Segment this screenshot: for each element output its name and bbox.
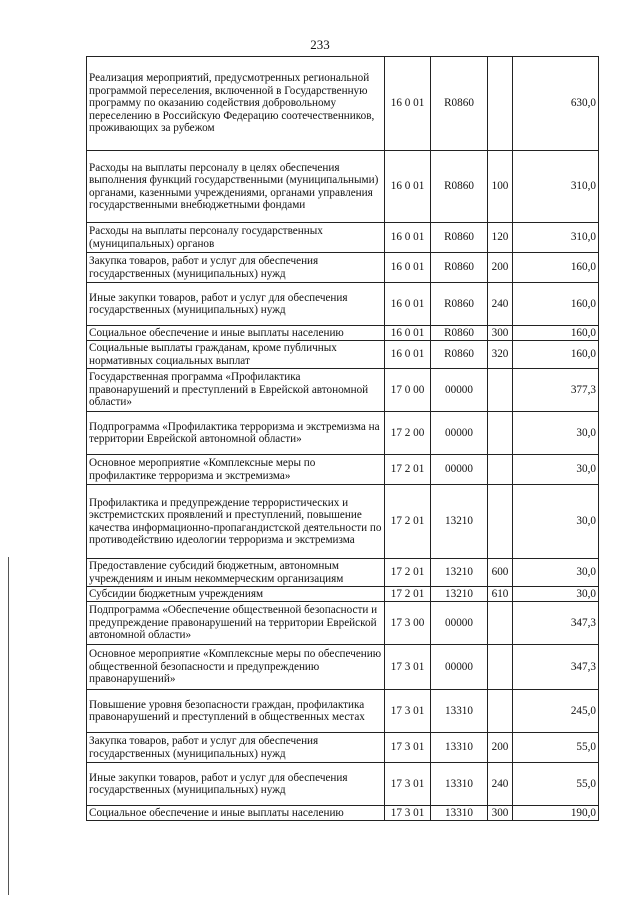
row-name: Социальные выплаты гражданам, кроме публичных нормативных социальных выплат bbox=[87, 341, 385, 369]
table-row bbox=[87, 326, 599, 341]
row-target-code: 13310 bbox=[431, 806, 488, 821]
row-amount: 55,0 bbox=[513, 733, 599, 763]
row-name: Закупка товаров, работ и услуг для обеспечения государственных (муниципальных) нужд bbox=[87, 733, 385, 763]
row-name: Подпрограмма «Обеспечение общественной безопасности и предупреждение правонарушений на территории Еврейской автономной области» bbox=[87, 602, 385, 645]
row-amount: 30,0 bbox=[513, 587, 599, 602]
row-expense-type: 300 bbox=[488, 806, 513, 821]
row-target-code: 13310 bbox=[431, 733, 488, 763]
row-expense-type bbox=[488, 645, 513, 690]
budget-table bbox=[86, 56, 599, 821]
row-target-code: 13310 bbox=[431, 763, 488, 806]
table-row bbox=[87, 253, 599, 283]
table-row bbox=[87, 690, 599, 733]
table-row bbox=[87, 559, 599, 587]
row-amount: 245,0 bbox=[513, 690, 599, 733]
row-name: Основное мероприятие «Комплексные меры по обеспечению общественной безопасности и предупреждению правонарушений» bbox=[87, 645, 385, 690]
row-expense-type bbox=[488, 690, 513, 733]
row-amount: 55,0 bbox=[513, 763, 599, 806]
table-row bbox=[87, 806, 599, 821]
row-name: Повышение уровня безопасности граждан, профилактика правонарушений и преступлений в общественных местах bbox=[87, 690, 385, 733]
row-amount: 30,0 bbox=[513, 412, 599, 455]
table-row bbox=[87, 587, 599, 602]
table-row bbox=[87, 223, 599, 253]
row-target-code: R0860 bbox=[431, 326, 488, 341]
page-number: 233 bbox=[310, 37, 330, 52]
row-name: Иные закупки товаров, работ и услуг для обеспечения государственных (муниципальных) нужд bbox=[87, 763, 385, 806]
row-amount: 377,3 bbox=[513, 369, 599, 412]
row-target-code: 00000 bbox=[431, 645, 488, 690]
row-name: Расходы на выплаты персоналу государственных (муниципальных) органов bbox=[87, 223, 385, 253]
row-target-code: R0860 bbox=[431, 283, 488, 326]
row-amount: 160,0 bbox=[513, 341, 599, 369]
table-row bbox=[87, 645, 599, 690]
table-row bbox=[87, 369, 599, 412]
row-name: Социальное обеспечение и иные выплаты населению bbox=[87, 806, 385, 821]
margin-line bbox=[8, 557, 9, 895]
row-program-code: 17 2 01 bbox=[385, 559, 431, 587]
row-expense-type: 120 bbox=[488, 223, 513, 253]
row-amount: 630,0 bbox=[513, 57, 599, 151]
row-name: Предоставление субсидий бюджетным, автономным учреждениям и иным некоммерческим организациям bbox=[87, 559, 385, 587]
row-amount: 190,0 bbox=[513, 806, 599, 821]
table-row bbox=[87, 602, 599, 645]
table-row bbox=[87, 283, 599, 326]
row-expense-type: 240 bbox=[488, 763, 513, 806]
row-amount: 30,0 bbox=[513, 559, 599, 587]
table-row bbox=[87, 151, 599, 223]
row-name: Подпрограмма «Профилактика терроризма и экстремизма на территории Еврейской автономной области» bbox=[87, 412, 385, 455]
table-row bbox=[87, 455, 599, 485]
row-program-code: 16 0 01 bbox=[385, 151, 431, 223]
row-expense-type: 600 bbox=[488, 559, 513, 587]
row-target-code: 00000 bbox=[431, 602, 488, 645]
row-amount: 160,0 bbox=[513, 283, 599, 326]
budget-table-body bbox=[87, 57, 599, 821]
row-program-code: 17 3 01 bbox=[385, 645, 431, 690]
row-target-code: 00000 bbox=[431, 369, 488, 412]
row-target-code: 13210 bbox=[431, 587, 488, 602]
row-program-code: 17 3 01 bbox=[385, 806, 431, 821]
table-row bbox=[87, 485, 599, 559]
row-target-code: R0860 bbox=[431, 223, 488, 253]
row-amount: 160,0 bbox=[513, 326, 599, 341]
row-program-code: 17 0 00 bbox=[385, 369, 431, 412]
row-target-code: R0860 bbox=[431, 57, 488, 151]
row-amount: 310,0 bbox=[513, 223, 599, 253]
row-amount: 30,0 bbox=[513, 485, 599, 559]
row-program-code: 17 3 01 bbox=[385, 733, 431, 763]
row-name: Субсидии бюджетным учреждениям bbox=[87, 587, 385, 602]
row-expense-type bbox=[488, 369, 513, 412]
row-target-code: R0860 bbox=[431, 253, 488, 283]
row-program-code: 16 0 01 bbox=[385, 253, 431, 283]
table-row bbox=[87, 412, 599, 455]
row-name: Основное мероприятие «Комплексные меры по профилактике терроризма и экстремизма» bbox=[87, 455, 385, 485]
row-program-code: 17 2 01 bbox=[385, 455, 431, 485]
table-row bbox=[87, 733, 599, 763]
row-name: Закупка товаров, работ и услуг для обеспечения государственных (муниципальных) нужд bbox=[87, 253, 385, 283]
row-program-code: 17 2 00 bbox=[385, 412, 431, 455]
row-target-code: R0860 bbox=[431, 151, 488, 223]
row-target-code: 00000 bbox=[431, 412, 488, 455]
row-amount: 310,0 bbox=[513, 151, 599, 223]
table-row bbox=[87, 341, 599, 369]
row-expense-type bbox=[488, 412, 513, 455]
row-name: Профилактика и предупреждение террористических и экстремистских проявлений и преступлений, повышение качества информационно-пропагандистской деятельности по противодействию идеологии терроризма и экстремизма bbox=[87, 485, 385, 559]
row-amount: 347,3 bbox=[513, 602, 599, 645]
row-expense-type: 100 bbox=[488, 151, 513, 223]
row-target-code: 13210 bbox=[431, 485, 488, 559]
row-expense-type bbox=[488, 602, 513, 645]
row-expense-type: 300 bbox=[488, 326, 513, 341]
row-name: Иные закупки товаров, работ и услуг для обеспечения государственных (муниципальных) нужд bbox=[87, 283, 385, 326]
row-program-code: 16 0 01 bbox=[385, 223, 431, 253]
row-target-code: 00000 bbox=[431, 455, 488, 485]
row-program-code: 17 2 01 bbox=[385, 485, 431, 559]
row-target-code: 13310 bbox=[431, 690, 488, 733]
row-program-code: 16 0 01 bbox=[385, 283, 431, 326]
row-expense-type bbox=[488, 485, 513, 559]
row-expense-type: 320 bbox=[488, 341, 513, 369]
row-program-code: 16 0 01 bbox=[385, 341, 431, 369]
row-expense-type: 200 bbox=[488, 253, 513, 283]
row-target-code: R0860 bbox=[431, 341, 488, 369]
row-expense-type bbox=[488, 455, 513, 485]
row-program-code: 17 3 01 bbox=[385, 690, 431, 733]
row-name: Расходы на выплаты персоналу в целях обеспечения выполнения функций государственными (муниципальными) органами, казенными учреждениями, органами управления государственными внебюджетными фондами bbox=[87, 151, 385, 223]
row-expense-type: 610 bbox=[488, 587, 513, 602]
row-name: Реализация мероприятий, предусмотренных региональной программой переселения, включенной в Государственную программу по оказанию содействия добровольному переселению в Российскую Федерацию соотечественников, проживающих за рубежом bbox=[87, 57, 385, 151]
row-program-code: 17 2 01 bbox=[385, 587, 431, 602]
row-program-code: 16 0 01 bbox=[385, 57, 431, 151]
row-amount: 347,3 bbox=[513, 645, 599, 690]
table-row bbox=[87, 57, 599, 151]
row-expense-type: 240 bbox=[488, 283, 513, 326]
row-expense-type: 200 bbox=[488, 733, 513, 763]
row-name: Государственная программа «Профилактика правонарушений и преступлений в Еврейской автономной области» bbox=[87, 369, 385, 412]
row-amount: 30,0 bbox=[513, 455, 599, 485]
row-target-code: 13210 bbox=[431, 559, 488, 587]
row-program-code: 17 3 01 bbox=[385, 763, 431, 806]
row-program-code: 16 0 01 bbox=[385, 326, 431, 341]
row-amount: 160,0 bbox=[513, 253, 599, 283]
table-row bbox=[87, 763, 599, 806]
row-name: Социальное обеспечение и иные выплаты населению bbox=[87, 326, 385, 341]
row-expense-type bbox=[488, 57, 513, 151]
row-program-code: 17 3 00 bbox=[385, 602, 431, 645]
